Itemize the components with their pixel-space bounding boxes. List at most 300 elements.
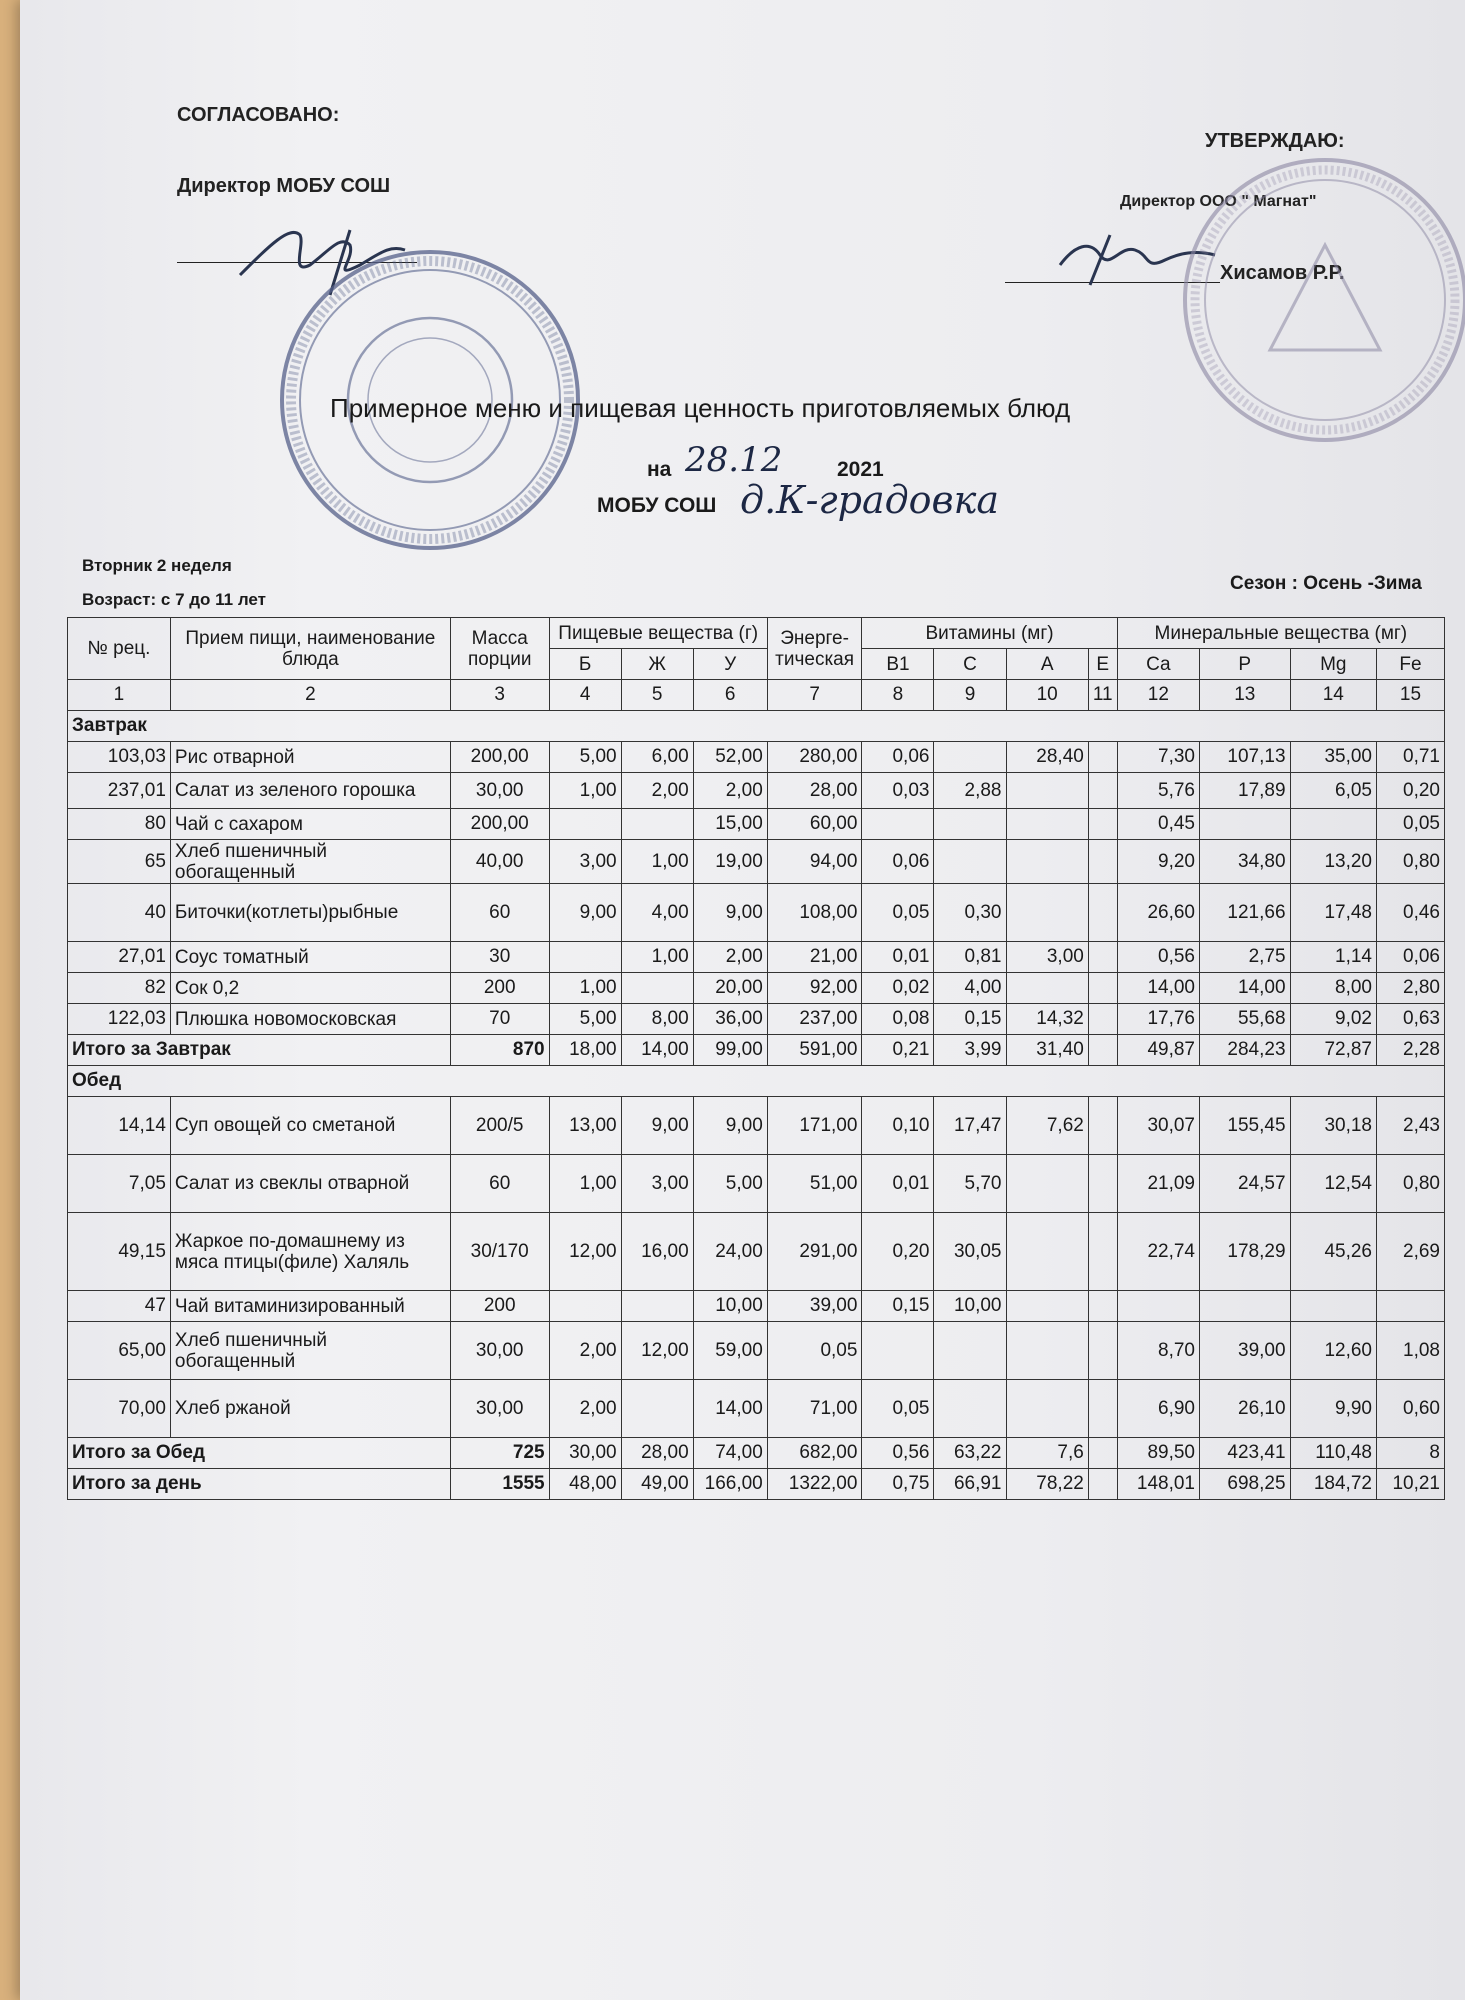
value-ca: 8,70	[1117, 1322, 1199, 1380]
value-zh: 4,00	[621, 884, 693, 942]
col-num: 2	[170, 680, 450, 711]
dish-name: Салат из свеклы отварной	[170, 1155, 450, 1213]
lunch-header-row	[68, 1066, 1445, 1097]
value-ca: 9,20	[1117, 840, 1199, 884]
value-c	[934, 1322, 1006, 1380]
value-mg: 17,48	[1290, 884, 1376, 942]
value-p: 2,75	[1200, 942, 1291, 973]
col-num: 14	[1290, 680, 1376, 711]
value-zh: 2,00	[621, 773, 693, 809]
value-energy: 71,00	[767, 1380, 862, 1438]
value-u: 9,00	[693, 884, 767, 942]
value-b1: 0,05	[862, 1380, 934, 1438]
col-num: 5	[621, 680, 693, 711]
header-b: Б	[549, 649, 621, 680]
value-a	[1006, 1213, 1088, 1291]
value-fe: 0,06	[1376, 942, 1444, 973]
total-a: 7,6	[1006, 1438, 1088, 1469]
value-mass: 30,00	[450, 1380, 549, 1438]
approval-left-title: СОГЛАСОВАНО:	[177, 104, 340, 126]
total-c: 66,91	[934, 1469, 1006, 1500]
value-u: 9,00	[693, 1097, 767, 1155]
value-b	[549, 809, 621, 840]
total-b1: 0,75	[862, 1469, 934, 1500]
approval-left-position: Директор МОБУ СОШ	[177, 175, 391, 197]
recipe-number: 70,00	[68, 1380, 171, 1438]
value-energy: 171,00	[767, 1097, 862, 1155]
value-energy: 92,00	[767, 973, 862, 1004]
value-energy: 28,00	[767, 773, 862, 809]
value-mg	[1290, 1291, 1376, 1322]
value-p	[1200, 1291, 1291, 1322]
header-energy: Энерге-тическая	[767, 618, 862, 680]
value-zh	[621, 973, 693, 1004]
value-mg	[1290, 809, 1376, 840]
value-zh	[621, 1380, 693, 1438]
dish-name: Соус томатный	[170, 942, 450, 973]
header-e: Е	[1088, 649, 1117, 680]
value-fe: 2,80	[1376, 973, 1444, 1004]
total-p: 284,23	[1200, 1035, 1291, 1066]
value-a	[1006, 840, 1088, 884]
value-fe: 0,80	[1376, 1155, 1444, 1213]
header-meal: Прием пищи, наименование блюда	[170, 618, 450, 680]
value-ca: 5,76	[1117, 773, 1199, 809]
value-b: 1,00	[549, 1155, 621, 1213]
value-u: 20,00	[693, 973, 767, 1004]
recipe-number: 47	[68, 1291, 171, 1322]
value-mg: 12,60	[1290, 1322, 1376, 1380]
value-mg: 35,00	[1290, 742, 1376, 773]
value-b: 5,00	[549, 742, 621, 773]
value-energy: 0,05	[767, 1322, 862, 1380]
value-b: 5,00	[549, 1004, 621, 1035]
total-a: 78,22	[1006, 1469, 1088, 1500]
total-fe: 10,21	[1376, 1469, 1444, 1500]
table-row	[68, 1291, 1445, 1322]
document-page	[20, 0, 1465, 2000]
value-fe: 0,63	[1376, 1004, 1444, 1035]
value-b1: 0,01	[862, 942, 934, 973]
value-u: 10,00	[693, 1291, 767, 1322]
value-b: 13,00	[549, 1097, 621, 1155]
total-c: 63,22	[934, 1438, 1006, 1469]
value-b1: 0,20	[862, 1213, 934, 1291]
dish-name: Чай с сахаром	[170, 809, 450, 840]
age-label: Возраст: с 7 до 11 лет	[82, 590, 266, 609]
breakfast-header-row	[68, 711, 1445, 742]
total-fe: 2,28	[1376, 1035, 1444, 1066]
col-num: 10	[1006, 680, 1088, 711]
value-b1	[862, 809, 934, 840]
value-mass: 40,00	[450, 840, 549, 884]
total-mg: 72,87	[1290, 1035, 1376, 1066]
total-u: 74,00	[693, 1438, 767, 1469]
value-mass: 30,00	[450, 773, 549, 809]
header-mg: Мg	[1290, 649, 1376, 680]
col-num: 3	[450, 680, 549, 711]
value-b: 2,00	[549, 1380, 621, 1438]
recipe-number: 40	[68, 884, 171, 942]
table-row	[68, 1213, 1445, 1291]
season-label: Сезон : Осень -Зима	[1230, 573, 1422, 594]
value-mg: 12,54	[1290, 1155, 1376, 1213]
value-p: 178,29	[1200, 1213, 1291, 1291]
value-b1: 0,10	[862, 1097, 934, 1155]
value-u: 59,00	[693, 1322, 767, 1380]
day-label: Вторник 2 неделя	[82, 556, 232, 575]
dish-name: Биточки(котлеты)рыбные	[170, 884, 450, 942]
value-fe: 0,20	[1376, 773, 1444, 809]
value-ca: 0,56	[1117, 942, 1199, 973]
value-mg: 45,26	[1290, 1213, 1376, 1291]
value-ca: 6,90	[1117, 1380, 1199, 1438]
value-mass: 200	[450, 1291, 549, 1322]
value-mg: 9,90	[1290, 1380, 1376, 1438]
col-num: 13	[1200, 680, 1291, 711]
value-a	[1006, 809, 1088, 840]
value-energy: 21,00	[767, 942, 862, 973]
value-mass: 30	[450, 942, 549, 973]
total-zh: 28,00	[621, 1438, 693, 1469]
day-total-row	[68, 1469, 1445, 1500]
table-row	[68, 1004, 1445, 1035]
value-u: 15,00	[693, 809, 767, 840]
value-e	[1088, 1155, 1117, 1213]
total-energy: 1322,00	[767, 1469, 862, 1500]
value-a: 28,40	[1006, 742, 1088, 773]
value-mg: 8,00	[1290, 973, 1376, 1004]
recipe-number: 65	[68, 840, 171, 884]
total-b1: 0,21	[862, 1035, 934, 1066]
round-stamp-right	[1160, 150, 1465, 450]
value-mass: 200,00	[450, 742, 549, 773]
header-row-1	[68, 618, 1445, 649]
total-ca: 49,87	[1117, 1035, 1199, 1066]
header-a: А	[1006, 649, 1088, 680]
value-e	[1088, 1097, 1117, 1155]
value-ca: 30,07	[1117, 1097, 1199, 1155]
value-e	[1088, 942, 1117, 973]
value-fe: 0,46	[1376, 884, 1444, 942]
approval-right-title: УТВЕРЖДАЮ:	[1205, 130, 1345, 152]
total-label: Итого за Завтрак	[68, 1035, 451, 1066]
recipe-number: 49,15	[68, 1213, 171, 1291]
value-c: 0,15	[934, 1004, 1006, 1035]
value-zh: 1,00	[621, 840, 693, 884]
dish-name: Сок 0,2	[170, 973, 450, 1004]
value-energy: 94,00	[767, 840, 862, 884]
dish-name: Рис отварной	[170, 742, 450, 773]
value-mass: 30,00	[450, 1322, 549, 1380]
value-c: 17,47	[934, 1097, 1006, 1155]
value-a: 14,32	[1006, 1004, 1088, 1035]
table-row	[68, 1322, 1445, 1380]
value-b1: 0,15	[862, 1291, 934, 1322]
total-label: Итого за день	[68, 1469, 451, 1500]
total-energy: 591,00	[767, 1035, 862, 1066]
value-a	[1006, 1322, 1088, 1380]
table-row	[68, 1380, 1445, 1438]
value-e	[1088, 742, 1117, 773]
table-row	[68, 1155, 1445, 1213]
value-c: 4,00	[934, 973, 1006, 1004]
value-b: 1,00	[549, 973, 621, 1004]
table-row	[68, 742, 1445, 773]
total-mass: 725	[450, 1438, 549, 1469]
total-b: 30,00	[549, 1438, 621, 1469]
value-energy: 291,00	[767, 1213, 862, 1291]
value-c	[934, 742, 1006, 773]
value-p: 34,80	[1200, 840, 1291, 884]
value-u: 14,00	[693, 1380, 767, 1438]
value-u: 36,00	[693, 1004, 767, 1035]
date-handwritten: 28.12	[685, 440, 783, 480]
value-c: 2,88	[934, 773, 1006, 809]
col-num: 15	[1376, 680, 1444, 711]
table-row	[68, 773, 1445, 809]
value-b1: 0,01	[862, 1155, 934, 1213]
dish-name: Хлеб пшеничный обогащенный	[170, 1322, 450, 1380]
value-u: 52,00	[693, 742, 767, 773]
value-ca: 21,09	[1117, 1155, 1199, 1213]
total-e	[1088, 1035, 1117, 1066]
value-energy: 51,00	[767, 1155, 862, 1213]
total-label: Итого за Обед	[68, 1438, 451, 1469]
value-b: 3,00	[549, 840, 621, 884]
value-fe	[1376, 1291, 1444, 1322]
total-b: 48,00	[549, 1469, 621, 1500]
value-e	[1088, 1291, 1117, 1322]
table-row	[68, 942, 1445, 973]
value-e	[1088, 840, 1117, 884]
value-mass: 70	[450, 1004, 549, 1035]
value-energy: 108,00	[767, 884, 862, 942]
value-e	[1088, 1322, 1117, 1380]
dish-name: Чай витаминизированный	[170, 1291, 450, 1322]
value-ca: 22,74	[1117, 1213, 1199, 1291]
value-a: 7,62	[1006, 1097, 1088, 1155]
lunch-label: Обед	[68, 1066, 1445, 1097]
breakfast-total-row	[68, 1035, 1445, 1066]
value-zh: 8,00	[621, 1004, 693, 1035]
value-p: 55,68	[1200, 1004, 1291, 1035]
total-a: 31,40	[1006, 1035, 1088, 1066]
value-fe: 2,43	[1376, 1097, 1444, 1155]
value-a	[1006, 1380, 1088, 1438]
value-u: 2,00	[693, 773, 767, 809]
value-b1: 0,03	[862, 773, 934, 809]
value-b: 12,00	[549, 1213, 621, 1291]
header-mass: Масса порции	[450, 618, 549, 680]
value-ca: 26,60	[1117, 884, 1199, 942]
dish-name: Хлеб ржаной	[170, 1380, 450, 1438]
column-number-row	[68, 680, 1445, 711]
value-p: 17,89	[1200, 773, 1291, 809]
total-ca: 148,01	[1117, 1469, 1199, 1500]
col-num: 9	[934, 680, 1006, 711]
value-a: 3,00	[1006, 942, 1088, 973]
value-p: 14,00	[1200, 973, 1291, 1004]
header-zh: Ж	[621, 649, 693, 680]
value-e	[1088, 809, 1117, 840]
total-ca: 89,50	[1117, 1438, 1199, 1469]
header-u: У	[693, 649, 767, 680]
approver-name: Хисамов Р.Р.	[1220, 262, 1345, 284]
col-num: 4	[549, 680, 621, 711]
value-c	[934, 809, 1006, 840]
value-a	[1006, 884, 1088, 942]
value-zh: 3,00	[621, 1155, 693, 1213]
value-b: 9,00	[549, 884, 621, 942]
col-num: 8	[862, 680, 934, 711]
value-fe: 2,69	[1376, 1213, 1444, 1291]
value-e	[1088, 1004, 1117, 1035]
value-p: 24,57	[1200, 1155, 1291, 1213]
header-nutrients: Пищевые вещества (г)	[549, 618, 767, 649]
total-fe: 8	[1376, 1438, 1444, 1469]
value-zh	[621, 1291, 693, 1322]
value-p	[1200, 809, 1291, 840]
value-u: 24,00	[693, 1213, 767, 1291]
recipe-number: 80	[68, 809, 171, 840]
value-energy: 237,00	[767, 1004, 862, 1035]
value-ca: 14,00	[1117, 973, 1199, 1004]
school-prefix: МОБУ СОШ	[597, 494, 717, 517]
value-c: 0,81	[934, 942, 1006, 973]
value-c: 0,30	[934, 884, 1006, 942]
breakfast-label: Завтрак	[68, 711, 1445, 742]
value-ca: 17,76	[1117, 1004, 1199, 1035]
value-p: 26,10	[1200, 1380, 1291, 1438]
recipe-number: 7,05	[68, 1155, 171, 1213]
total-c: 3,99	[934, 1035, 1006, 1066]
value-b	[549, 942, 621, 973]
approval-right-position: Директор ООО " Магнат"	[1120, 193, 1317, 210]
header-minerals: Минеральные вещества (мг)	[1117, 618, 1444, 649]
value-mg: 9,02	[1290, 1004, 1376, 1035]
value-b1: 0,05	[862, 884, 934, 942]
date-prefix: на	[647, 458, 672, 481]
value-zh	[621, 809, 693, 840]
value-zh: 6,00	[621, 742, 693, 773]
value-energy: 280,00	[767, 742, 862, 773]
value-p: 155,45	[1200, 1097, 1291, 1155]
value-e	[1088, 1213, 1117, 1291]
value-energy: 39,00	[767, 1291, 862, 1322]
total-zh: 14,00	[621, 1035, 693, 1066]
value-e	[1088, 1380, 1117, 1438]
value-c	[934, 840, 1006, 884]
value-a	[1006, 1291, 1088, 1322]
header-ca: Са	[1117, 649, 1199, 680]
total-mass: 1555	[450, 1469, 549, 1500]
recipe-number: 27,01	[68, 942, 171, 973]
total-u: 99,00	[693, 1035, 767, 1066]
value-fe: 0,71	[1376, 742, 1444, 773]
value-fe: 0,60	[1376, 1380, 1444, 1438]
recipe-number: 122,03	[68, 1004, 171, 1035]
total-p: 423,41	[1200, 1438, 1291, 1469]
school-handwritten: д.К-градовка	[740, 478, 1000, 522]
value-c	[934, 1380, 1006, 1438]
value-mass: 30/170	[450, 1213, 549, 1291]
lunch-total-row	[68, 1438, 1445, 1469]
value-mass: 60	[450, 1155, 549, 1213]
dish-name: Жаркое по-домашнему из мяса птицы(филе) Халяль	[170, 1213, 450, 1291]
value-b1	[862, 1322, 934, 1380]
value-a	[1006, 1155, 1088, 1213]
total-zh: 49,00	[621, 1469, 693, 1500]
value-e	[1088, 773, 1117, 809]
header-p: Р	[1200, 649, 1291, 680]
total-b1: 0,56	[862, 1438, 934, 1469]
lunch-section	[68, 1066, 1445, 1469]
recipe-number: 237,01	[68, 773, 171, 809]
total-b: 18,00	[549, 1035, 621, 1066]
value-zh: 12,00	[621, 1322, 693, 1380]
dish-name: Плюшка новомосковская	[170, 1004, 450, 1035]
col-num: 11	[1088, 680, 1117, 711]
recipe-number: 103,03	[68, 742, 171, 773]
value-mass: 200	[450, 973, 549, 1004]
header-rec-no: № рец.	[68, 618, 171, 680]
day-total-section	[68, 1469, 1445, 1500]
value-b: 2,00	[549, 1322, 621, 1380]
total-energy: 682,00	[767, 1438, 862, 1469]
value-u: 19,00	[693, 840, 767, 884]
value-u: 2,00	[693, 942, 767, 973]
value-mg: 13,20	[1290, 840, 1376, 884]
value-b: 1,00	[549, 773, 621, 809]
value-zh: 16,00	[621, 1213, 693, 1291]
value-fe: 0,05	[1376, 809, 1444, 840]
col-num: 1	[68, 680, 171, 711]
header-vitamins: Витамины (мг)	[862, 618, 1117, 649]
total-mass: 870	[450, 1035, 549, 1066]
total-mg: 110,48	[1290, 1438, 1376, 1469]
year: 2021	[837, 458, 884, 481]
value-mass: 200,00	[450, 809, 549, 840]
table-row	[68, 884, 1445, 942]
value-mg: 1,14	[1290, 942, 1376, 973]
total-e	[1088, 1469, 1117, 1500]
recipe-number: 82	[68, 973, 171, 1004]
dish-name: Хлеб пшеничный обогащенный	[170, 840, 450, 884]
value-b	[549, 1291, 621, 1322]
value-a	[1006, 973, 1088, 1004]
recipe-number: 14,14	[68, 1097, 171, 1155]
table-row	[68, 809, 1445, 840]
header-b1: В1	[862, 649, 934, 680]
dish-name: Суп овощей со сметаной	[170, 1097, 450, 1155]
value-u: 5,00	[693, 1155, 767, 1213]
value-fe: 0,80	[1376, 840, 1444, 884]
col-num: 6	[693, 680, 767, 711]
value-energy: 60,00	[767, 809, 862, 840]
value-a	[1006, 773, 1088, 809]
value-mg: 30,18	[1290, 1097, 1376, 1155]
value-mass: 60	[450, 884, 549, 942]
value-c: 30,05	[934, 1213, 1006, 1291]
document-title: Примерное меню и пищевая ценность приготовляемых блюд	[330, 393, 1071, 423]
header-fe: Fe	[1376, 649, 1444, 680]
value-ca: 7,30	[1117, 742, 1199, 773]
value-b1: 0,06	[862, 742, 934, 773]
col-num: 7	[767, 680, 862, 711]
table-row	[68, 1097, 1445, 1155]
table-row	[68, 840, 1445, 884]
